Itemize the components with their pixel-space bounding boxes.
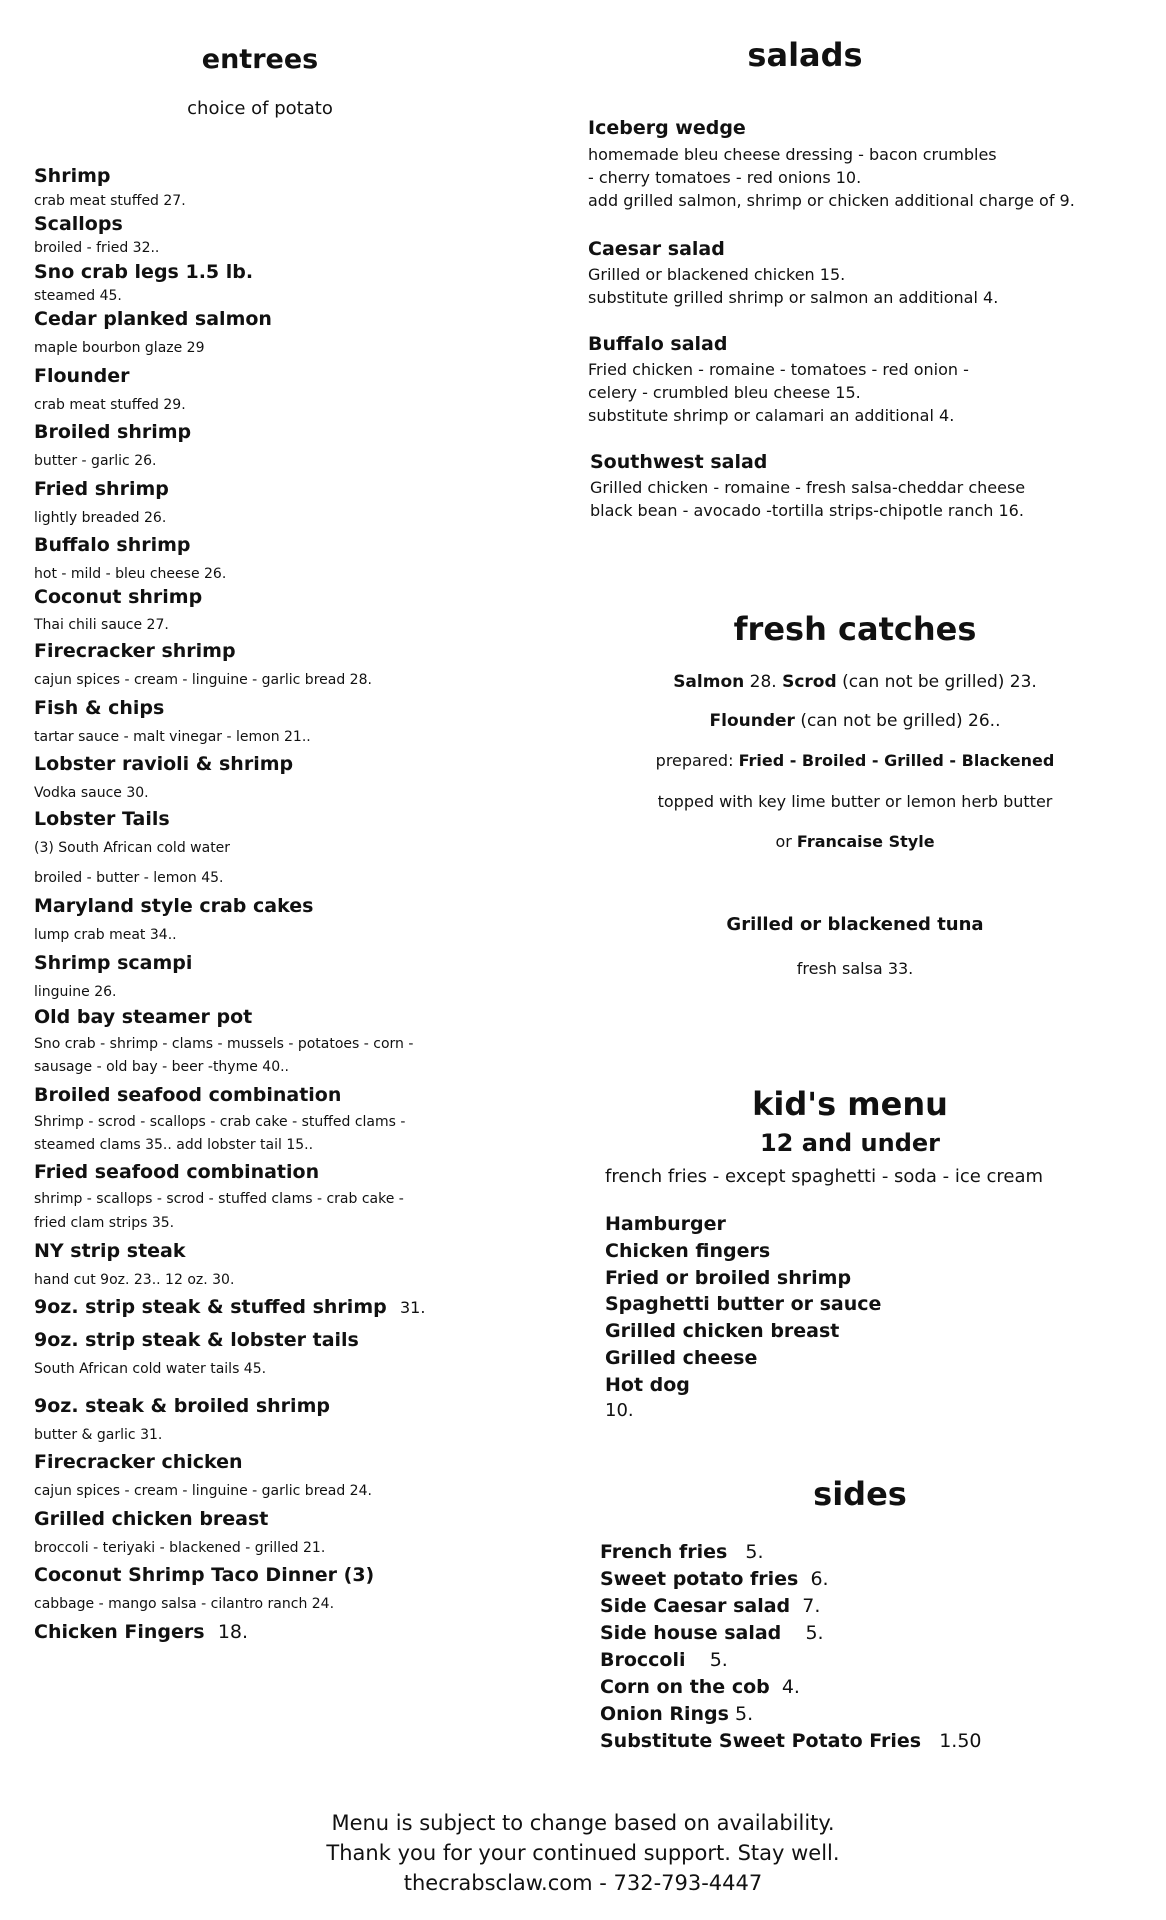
- list-item: [600, 1541, 764, 1563]
- francaise-style: Francaise Style: [796, 832, 935, 851]
- list-item: Flounder: [34, 365, 130, 387]
- item-description: cajun spices - cream - linguine - garlic bread 24.: [34, 1483, 372, 1499]
- topped-line: topped with key lime butter or lemon herb butter: [657, 792, 1053, 811]
- item-description: cabbage - mango salsa - cilantro ranch 24.: [34, 1596, 335, 1612]
- item-description: Grilled chicken - romaine - fresh salsa-cheddar cheese: [590, 478, 1026, 497]
- tuna-label: Grilled or blackened tuna: [726, 914, 984, 935]
- salads-heading: salads: [747, 36, 863, 74]
- item-name: French fries: [600, 1541, 728, 1563]
- list-item: Buffalo salad: [588, 333, 728, 355]
- kids-menu-subtitle: 12 and under: [759, 1129, 941, 1157]
- list-item: Chicken fingers: [605, 1240, 771, 1262]
- list-item: Broiled seafood combination: [34, 1084, 342, 1106]
- list-item: Southwest salad: [590, 451, 768, 473]
- list-item: [600, 1676, 800, 1698]
- item-description: lump crab meat 34..: [34, 927, 177, 943]
- item-name: Onion Rings: [600, 1703, 729, 1725]
- footer-line: Menu is subject to change based on availability.: [331, 1811, 835, 1835]
- item-description: celery - crumbled bleu cheese 15.: [588, 383, 861, 402]
- item-description: lightly breaded 26.: [34, 510, 167, 526]
- tuna-description: fresh salsa 33.: [796, 959, 914, 978]
- list-item: Firecracker shrimp: [34, 640, 236, 662]
- prepared-styles: Fried - Broiled - Grilled - Blackened: [738, 751, 1055, 770]
- list-item: Lobster Tails: [34, 808, 170, 830]
- item-price: 31.: [399, 1298, 426, 1317]
- item-price: 5.: [745, 1541, 764, 1563]
- item-description: (3) South African cold water: [34, 840, 231, 856]
- item-description: butter - garlic 26.: [34, 453, 157, 469]
- item-price: 18.: [217, 1621, 249, 1643]
- item-name: Chicken Fingers: [34, 1621, 205, 1643]
- list-item: Coconut Shrimp Taco Dinner (3): [34, 1564, 375, 1586]
- list-item: [600, 1703, 753, 1725]
- list-item: Fried or broiled shrimp: [605, 1267, 852, 1289]
- item-description: Shrimp - scrod - scallops - crab cake - stuffed clams -: [34, 1114, 406, 1130]
- item-name: Corn on the cob: [600, 1676, 770, 1698]
- list-item: Hamburger: [605, 1213, 726, 1235]
- item-name: Broccoli: [600, 1649, 686, 1671]
- list-item: NY strip steak: [34, 1240, 186, 1262]
- item-description: add grilled salmon, shrimp or chicken additional charge of 9.: [588, 191, 1075, 210]
- item-description: homemade bleu cheese dressing - bacon crumbles: [588, 145, 997, 164]
- item-description: tartar sauce - malt vinegar - lemon 21..: [34, 729, 311, 745]
- item-description: hand cut 9oz. 23.. 12 oz. 30.: [34, 1272, 235, 1288]
- list-item: [600, 1622, 824, 1644]
- salmon-label: Salmon: [673, 672, 745, 692]
- item-price: 1.50: [939, 1730, 982, 1752]
- entrees-subtitle: choice of potato: [187, 98, 333, 119]
- list-item: [600, 1730, 982, 1752]
- list-item: Old bay steamer pot: [34, 1006, 253, 1028]
- kids-menu-heading: kid's menu: [752, 1085, 948, 1123]
- item-description: steamed 45.: [34, 288, 122, 304]
- flounder-line: [580, 711, 1130, 731]
- kids-includes: french fries - except spaghetti - soda - ice cream: [605, 1166, 1044, 1187]
- item-description: fried clam strips 35.: [34, 1215, 175, 1231]
- item-description: - cherry tomatoes - red onions 10.: [588, 168, 862, 187]
- item-description: substitute shrimp or calamari an additional 4.: [588, 406, 955, 425]
- flounder-label: Flounder: [709, 711, 795, 731]
- list-item: Iceberg wedge: [588, 117, 746, 139]
- list-item: Fish & chips: [34, 697, 165, 719]
- list-item: Cedar planked salmon: [34, 308, 272, 330]
- list-item: 9oz. strip steak & lobster tails: [34, 1329, 359, 1351]
- item-name: 9oz. strip steak & stuffed shrimp: [34, 1296, 387, 1318]
- list-item: [600, 1568, 829, 1590]
- list-item: Shrimp scampi: [34, 952, 193, 974]
- item-description: maple bourbon glaze 29: [34, 340, 205, 356]
- item-price: 5.: [805, 1622, 824, 1644]
- list-item: Grilled cheese: [605, 1347, 758, 1369]
- item-description: Vodka sauce 30.: [34, 785, 149, 801]
- item-price: 7.: [802, 1595, 821, 1617]
- list-item: [34, 1621, 248, 1643]
- flounder-note: (can not be grilled) 26..: [800, 711, 1001, 731]
- list-item: 9oz. steak & broiled shrimp: [34, 1395, 330, 1417]
- item-description: hot - mild - bleu cheese 26.: [34, 566, 227, 582]
- item-description: broiled - fried 32..: [34, 240, 160, 256]
- list-item: Firecracker chicken: [34, 1451, 243, 1473]
- item-price: 5.: [735, 1703, 754, 1725]
- salmon-scrod-line: [580, 672, 1130, 692]
- kids-price: 10.: [605, 1400, 634, 1421]
- list-item: Grilled chicken breast: [34, 1508, 269, 1530]
- item-price: 5.: [709, 1649, 728, 1671]
- item-description: Fried chicken - romaine - tomatoes - red onion -: [588, 360, 969, 379]
- list-item: Scallops: [34, 213, 123, 235]
- list-item: Fried shrimp: [34, 478, 169, 500]
- list-item: Broiled shrimp: [34, 421, 192, 443]
- item-description: cajun spices - cream - linguine - garlic bread 28.: [34, 672, 372, 688]
- item-description: South African cold water tails 45.: [34, 1361, 267, 1377]
- list-item: Lobster ravioli & shrimp: [34, 753, 294, 775]
- list-item: Hot dog: [605, 1374, 690, 1396]
- salmon-price: 28.: [749, 672, 777, 692]
- list-item: Fried seafood combination: [34, 1161, 320, 1183]
- prepared-line: [580, 751, 1130, 770]
- list-item: Maryland style crab cakes: [34, 895, 314, 917]
- item-description: Grilled or blackened chicken 15.: [588, 265, 846, 284]
- list-item: [34, 1296, 425, 1318]
- item-description: linguine 26.: [34, 984, 117, 1000]
- list-item: Sno crab legs 1.5 lb.: [34, 261, 254, 283]
- item-description: black bean - avocado -tortilla strips-chipotle ranch 16.: [590, 501, 1024, 520]
- item-description: crab meat stuffed 29.: [34, 397, 186, 413]
- item-name: Sweet potato fries: [600, 1568, 799, 1590]
- or-label: or: [775, 832, 792, 851]
- item-name: Substitute Sweet Potato Fries: [600, 1730, 922, 1752]
- scrod-note: (can not be grilled) 23.: [842, 672, 1037, 692]
- footer-line: Thank you for your continued support. Stay well.: [326, 1841, 840, 1865]
- list-item: Caesar salad: [588, 238, 725, 260]
- entrees-heading: entrees: [201, 44, 319, 75]
- footer-contact: thecrabsclaw.com - 732-793-4447: [403, 1871, 763, 1895]
- list-item: [600, 1649, 728, 1671]
- item-description: broccoli - teriyaki - blackened - grilled 21.: [34, 1540, 326, 1556]
- item-description: shrimp - scallops - scrod - stuffed clams - crab cake -: [34, 1191, 404, 1207]
- item-description: Sno crab - shrimp - clams - mussels - potatoes - corn -: [34, 1036, 414, 1052]
- item-description: Thai chili sauce 27.: [34, 617, 169, 633]
- francaise-line: [580, 832, 1130, 851]
- item-description: broiled - butter - lemon 45.: [34, 870, 224, 886]
- item-description: butter & garlic 31.: [34, 1427, 163, 1443]
- fresh-catches-heading: fresh catches: [733, 610, 977, 648]
- sides-heading: sides: [813, 1475, 907, 1513]
- list-item: Coconut shrimp: [34, 586, 203, 608]
- scrod-label: Scrod: [782, 672, 837, 692]
- item-name: Side Caesar salad: [600, 1595, 791, 1617]
- list-item: Shrimp: [34, 165, 111, 187]
- item-price: 6.: [810, 1568, 829, 1590]
- item-price: 4.: [781, 1676, 800, 1698]
- item-description: steamed clams 35.. add lobster tail 15..: [34, 1137, 314, 1153]
- list-item: Grilled chicken breast: [605, 1320, 840, 1342]
- item-description: sausage - old bay - beer -thyme 40..: [34, 1059, 290, 1075]
- list-item: Buffalo shrimp: [34, 534, 191, 556]
- list-item: [600, 1595, 820, 1617]
- item-description: crab meat stuffed 27.: [34, 193, 186, 209]
- list-item: Spaghetti butter or sauce: [605, 1293, 882, 1315]
- item-description: substitute grilled shrimp or salmon an additional 4.: [588, 288, 999, 307]
- item-name: Side house salad: [600, 1622, 782, 1644]
- prepared-label: prepared:: [655, 751, 734, 770]
